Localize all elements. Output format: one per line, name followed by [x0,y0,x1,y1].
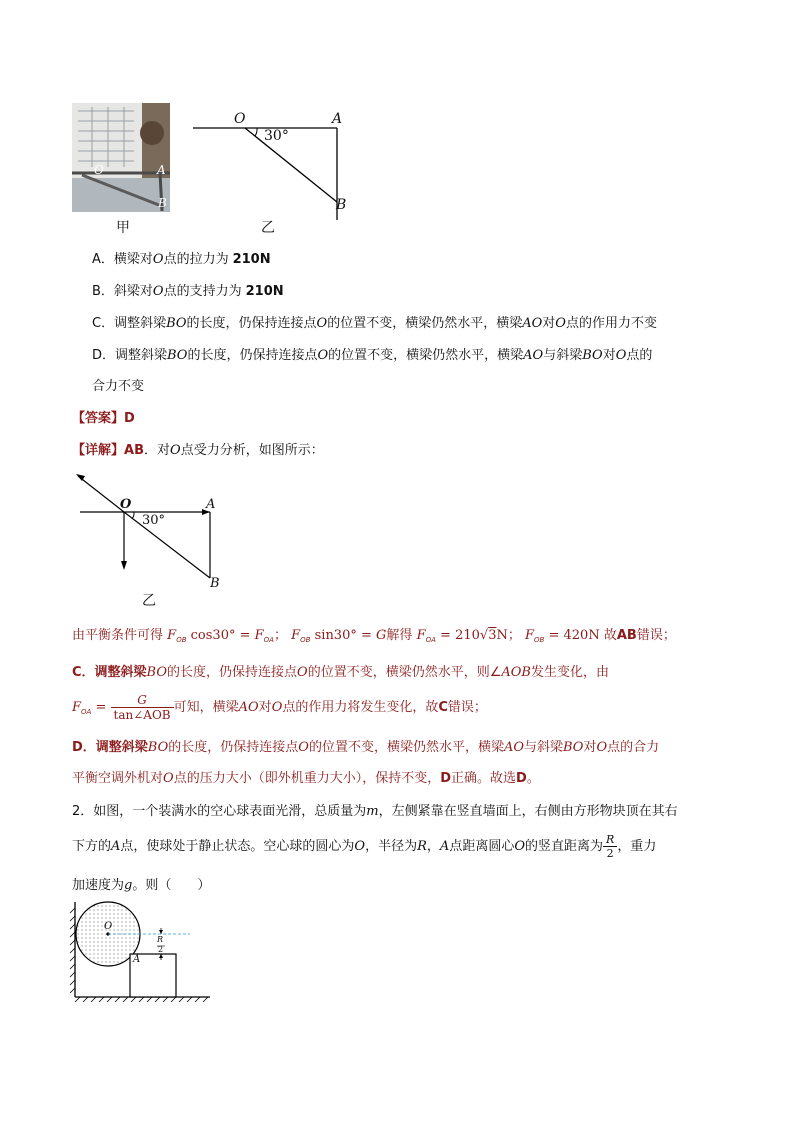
diagram-label-b: B [336,197,347,213]
option-c: C．调整斜梁BO的长度，仍保持连接点O的位置不变，横梁仍然水平，横梁AO对O点的作用力不变 [92,316,657,331]
photo-caption-jia: 甲 [116,220,130,236]
option-a: A．横梁对O点的拉力为 210N [92,252,271,267]
diagram-label-a: A [332,111,343,127]
distance-label-2: 2 [158,945,164,954]
distance-label-r: R [157,935,164,944]
answer-line: 【答案】D [72,411,135,426]
fraction-g-over-tan: $\frac{G}{\text{tan∠AOB}}$ [111,693,174,722]
detail-line: 【详解】AB．对O点受力分析，如图所示： [72,443,324,458]
force-label-o: O [120,497,132,512]
diagram-angle-label: 30° [264,128,289,144]
option-d: D．调整斜梁BO的长度，仍保持连接点O的位置不变，横梁仍然水平，横梁AO与斜梁BO对O点的 [92,348,653,363]
fraction-r-over-2: $\frac{R}{2}$ [603,833,617,860]
diagram-label-o: O [234,111,246,127]
figure-photo-jia [72,103,170,212]
force-diagram [70,470,230,590]
solution-line-2: C．调整斜梁BO的长度，仍保持连接点O的位置不变，横梁仍然水平，则∠AOB发生变化，由 [72,665,609,680]
question2-line-2: 下方的A点，使球处于静止状态。空心球的圆心为O，半径为R，A点距离圆心O的竖直距离为 $\frac{R}{2}$ ，重力 [72,833,657,860]
question2-line-1: 2．如图，一个装满水的空心球表面光滑，总质量为m，左侧紧靠在竖直墙面上，右侧由方形物块顶在其右 [72,804,678,819]
diagram-caption-yi: 乙 [261,220,275,236]
photo-label-a: A [157,163,166,177]
force-caption: 乙 [142,593,156,609]
ball-wall-diagram [68,900,218,1005]
solution-line-1: 由平衡条件可得 $F_{OB}$ $\cos 30^\circ = F_{OA}$； $F_{OB}$ sin30° = G解得 $F_{OA} = 210√3N$； $F_{OB} = 420N$ 故AB错误； [72,628,676,644]
photo-label-o: O [94,163,104,177]
question2-line-3: 加速度为g。则（ ） [72,878,211,893]
option-d-line2: 合力不变 [92,379,145,394]
solution-line-3: $F_{OA}$ = $\frac{G}{\text{tan∠AOB}}$ 可知，横梁AO对O点的作用力将发生变化，故C错误； [72,693,487,722]
solution-line-5: 平衡空调外机对O点的压力大小（即外机重力大小），保持不变，D正确。故选D。 [72,771,540,786]
force-label-a: A [206,497,216,512]
air-conditioner-photo [72,103,170,212]
force-label-b: B [210,576,220,591]
force-angle-label: 30° [142,513,166,528]
block-label-a: A [133,954,141,965]
option-b: B．斜梁对O点的支持力为 210N [92,284,284,299]
ball-label-o: O [104,921,113,932]
solution-line-4: D．调整斜梁BO的长度，仍保持连接点O的位置不变，横梁仍然水平，横梁AO与斜梁BO对O点的合力 [72,740,660,755]
photo-label-b: B [158,196,167,210]
